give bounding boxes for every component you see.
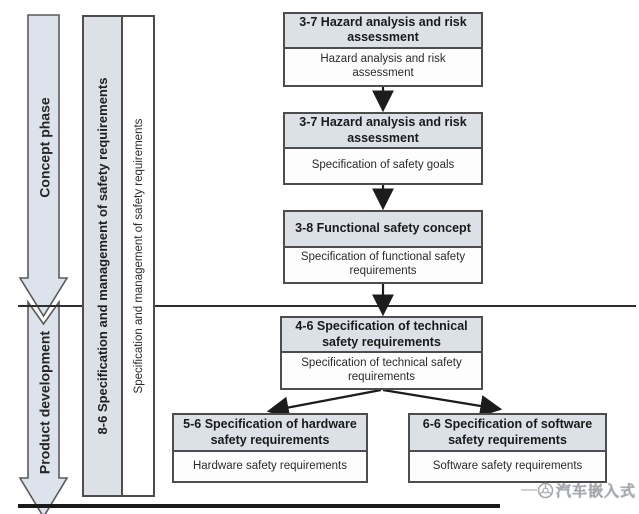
watermark-text: 汽车嵌入式 (555, 482, 636, 500)
product-development-label: Product development (35, 330, 52, 475)
node-technical-safety-requirements (280, 316, 483, 390)
product-development-arrow (20, 302, 67, 514)
clause-8-6-bar-gray-column (84, 17, 123, 495)
node-body: Software safety requirements (410, 452, 605, 481)
node-title: 4-6 Specification of technical safety requirements (282, 318, 481, 353)
node-body: Hardware safety requirements (174, 452, 366, 481)
node-title: 3-7 Hazard analysis and risk assessment (285, 14, 481, 49)
node-specification-of-safety-goals (283, 112, 483, 185)
node-body: Specification of functional safety requirements (285, 248, 481, 282)
clause-8-6-regular-label: Specification and management of safety requirements (133, 118, 145, 394)
node-title: 3-7 Hazard analysis and risk assessment (285, 114, 481, 149)
concept-phase-label: Concept phase (35, 97, 52, 198)
node-title: 6-6 Specification of software safety requirements (410, 415, 605, 452)
clause-8-6-bold-label: 8-6 Specification and management of safety requirements (94, 77, 110, 435)
node-body: Hazard analysis and risk assessment (285, 49, 481, 86)
node-software-safety-requirements (408, 413, 607, 483)
node-body: Specification of safety goals (285, 149, 481, 183)
node-title: 5-6 Specification of hardware safety requirements (174, 415, 366, 452)
flow-arrow-tsr-to-hardware (270, 390, 381, 411)
flow-arrow-tsr-to-software (383, 390, 499, 409)
node-body: Specification of technical safety requirements (282, 353, 481, 388)
node-hardware-safety-requirements (172, 413, 368, 483)
node-hazard-analysis-risk-assessment (283, 12, 483, 87)
node-functional-safety-concept (283, 210, 483, 284)
concept-phase-arrow (20, 15, 67, 316)
node-title: 3-8 Functional safety concept (285, 212, 481, 248)
watermark-dash: — (520, 481, 535, 498)
clause-8-6-bar (82, 15, 155, 497)
